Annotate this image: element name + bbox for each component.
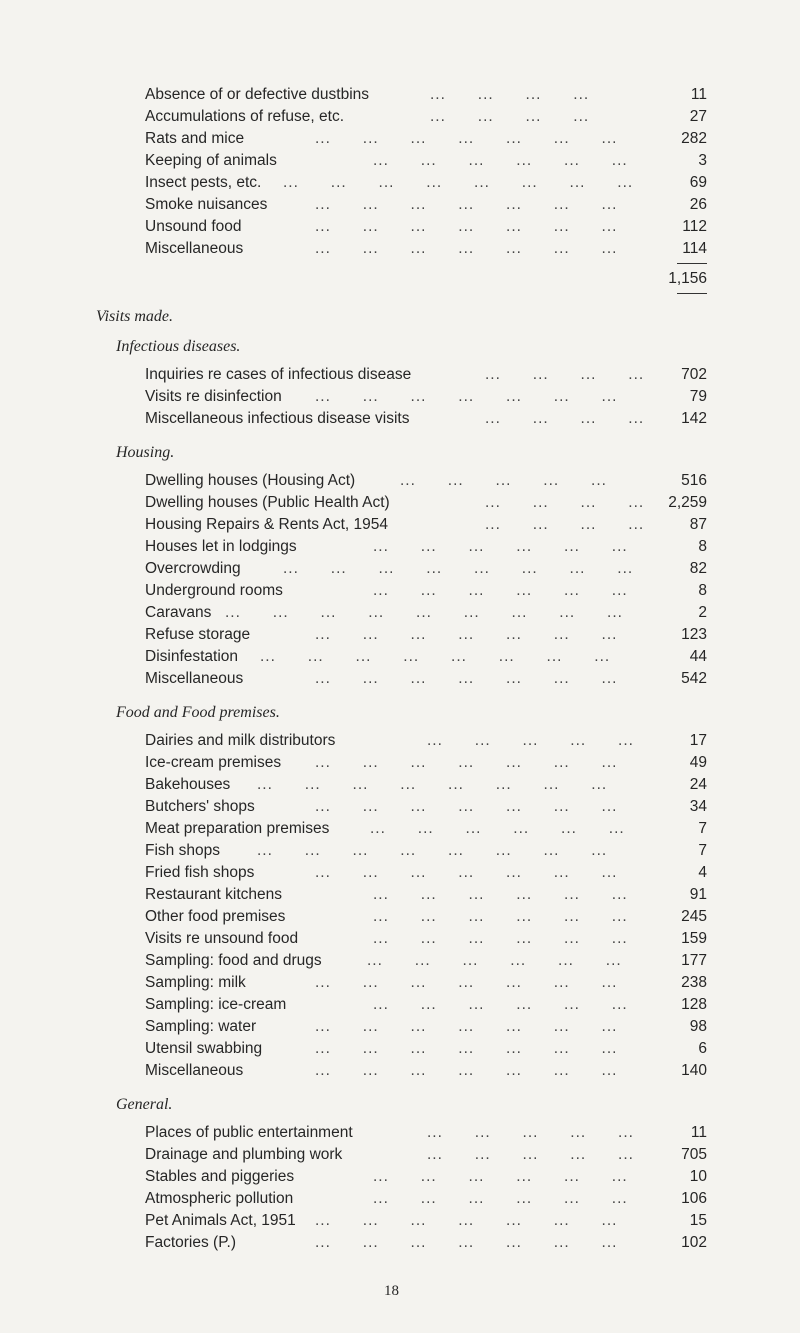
row-value: 10	[689, 1168, 707, 1185]
dot-leader: ... ... ... ... ... ... ...	[315, 754, 618, 771]
row-value: 82	[689, 560, 707, 577]
row-label: Ice-cream premises	[145, 754, 282, 771]
dot-leader: ... ... ... ... ... ...	[373, 996, 628, 1013]
table-row	[145, 386, 707, 408]
table-row	[145, 238, 707, 260]
row-label: Unsound food	[145, 218, 242, 235]
row-value: 87	[689, 516, 707, 533]
dot-leader: ... ... ... ... ... ... ... ...	[257, 842, 608, 859]
table-row	[145, 818, 707, 840]
table-row	[145, 364, 707, 386]
row-value: 128	[681, 996, 707, 1013]
row-value: 6	[698, 1040, 707, 1057]
row-label: Restaurant kitchens	[145, 886, 282, 903]
table-row	[145, 194, 707, 216]
visits-heading: Visits made.	[96, 308, 174, 325]
table-row	[145, 492, 707, 514]
row-label: Visits re unsound food	[145, 930, 299, 947]
dot-leader: ... ... ... ... ... ...	[370, 820, 625, 837]
table-row	[145, 972, 707, 994]
row-label: Visits re disinfection	[145, 388, 282, 405]
dot-leader: ... ... ... ... ... ... ...	[315, 218, 618, 235]
table-row	[145, 796, 707, 818]
table-row	[145, 514, 707, 536]
dot-leader: ... ... ... ... ... ...	[367, 952, 622, 969]
row-label: Disinfestation	[145, 648, 239, 665]
table-row	[145, 106, 707, 128]
section-heading-infectious: Infectious diseases.	[116, 338, 241, 355]
dot-leader: ... ... ... ... ... ... ...	[315, 1018, 618, 1035]
nuisances-total: 1,156	[668, 270, 707, 287]
row-value: 44	[689, 648, 707, 665]
dot-leader: ... ... ... ...	[485, 494, 645, 511]
table-row	[145, 216, 707, 238]
table-row	[145, 994, 707, 1016]
total-rule-top	[677, 263, 707, 264]
page-number: 18	[384, 1283, 399, 1299]
dot-leader: ... ... ... ...	[485, 516, 645, 533]
row-value: 106	[681, 1190, 707, 1207]
table-row	[145, 906, 707, 928]
total-rule-bottom	[677, 293, 707, 294]
row-label: Fried fish shops	[145, 864, 255, 881]
dot-leader: ... ... ... ... ... ... ...	[315, 1062, 618, 1079]
row-value: 159	[681, 930, 707, 947]
row-value: 177	[681, 952, 707, 969]
row-value: 98	[689, 1018, 707, 1035]
table-row	[145, 1122, 707, 1144]
table-row	[145, 558, 707, 580]
row-label: Refuse storage	[145, 626, 251, 643]
row-value: 238	[681, 974, 707, 991]
table-row	[145, 752, 707, 774]
row-value: 8	[698, 582, 707, 599]
row-label: Caravans	[145, 604, 212, 621]
table-row	[145, 580, 707, 602]
row-label: Dwelling houses (Housing Act)	[145, 472, 356, 489]
row-label: Sampling: milk	[145, 974, 246, 991]
table-row	[145, 536, 707, 558]
row-label: Drainage and plumbing work	[145, 1146, 343, 1163]
row-value: 7	[698, 820, 707, 837]
row-label: Rats and mice	[145, 130, 245, 147]
dot-leader: ... ... ... ... ... ... ...	[315, 240, 618, 257]
dot-leader: ... ... ... ... ... ...	[373, 538, 628, 555]
row-label: Dairies and milk distributors	[145, 732, 336, 749]
section-heading-general: General.	[116, 1096, 173, 1113]
section-heading-housing: Housing.	[116, 444, 175, 461]
row-value: 102	[681, 1234, 707, 1251]
table-row	[145, 1210, 707, 1232]
row-value: 79	[689, 388, 707, 405]
table-row	[145, 1144, 707, 1166]
dot-leader: ... ... ... ... ... ... ... ...	[257, 776, 608, 793]
row-label: Butchers' shops	[145, 798, 255, 815]
row-label: Meat preparation premises	[145, 820, 330, 837]
dot-leader: ... ... ... ... ... ... ...	[315, 388, 618, 405]
table-row	[145, 1038, 707, 1060]
row-value: 705	[681, 1146, 707, 1163]
row-label: Bakehouses	[145, 776, 231, 793]
row-label: Housing Repairs & Rents Act, 1954	[145, 516, 388, 533]
table-row	[145, 150, 707, 172]
table-row	[145, 1232, 707, 1254]
dot-leader: ... ... ... ... ... ... ... ... ...	[225, 604, 623, 621]
row-label: Accumulations of refuse, etc.	[145, 108, 345, 125]
dot-leader: ... ... ... ... ...	[427, 1146, 634, 1163]
row-value: 91	[689, 886, 707, 903]
row-value: 2	[698, 604, 707, 621]
row-label: Keeping of animals	[145, 152, 277, 169]
dot-leader: ... ... ... ... ... ... ... ...	[283, 560, 634, 577]
dot-leader: ... ... ... ... ... ...	[373, 1168, 628, 1185]
row-value: 542	[681, 670, 707, 687]
row-label: Miscellaneous infectious disease visits	[145, 410, 410, 427]
row-label: Inquiries re cases of infectious disease	[145, 366, 412, 383]
dot-leader: ... ... ... ...	[430, 86, 590, 103]
row-value: 27	[689, 108, 707, 125]
row-value: 112	[682, 218, 707, 235]
dot-leader: ... ... ... ... ... ... ...	[315, 864, 618, 881]
row-label: Dwelling houses (Public Health Act)	[145, 494, 390, 511]
row-value: 8	[698, 538, 707, 555]
table-row	[145, 668, 707, 690]
row-value: 69	[689, 174, 707, 191]
dot-leader: ... ... ... ... ... ... ...	[315, 974, 618, 991]
row-value: 11	[690, 86, 707, 103]
row-label: Other food premises	[145, 908, 286, 925]
dot-leader: ... ... ... ... ... ... ...	[315, 798, 618, 815]
dot-leader: ... ... ... ... ... ... ...	[315, 1040, 618, 1057]
dot-leader: ... ... ... ... ...	[427, 732, 634, 749]
dot-leader: ... ... ... ... ... ... ...	[315, 1212, 618, 1229]
row-value: 4	[698, 864, 707, 881]
dot-leader: ... ... ... ... ...	[427, 1124, 634, 1141]
row-label: Houses let in lodgings	[145, 538, 297, 555]
row-label: Places of public entertainment	[145, 1124, 353, 1141]
row-value: 114	[682, 240, 707, 257]
table-row	[145, 128, 707, 150]
table-row	[145, 950, 707, 972]
row-value: 3	[698, 152, 707, 169]
row-value: 702	[681, 366, 707, 383]
row-value: 49	[689, 754, 707, 771]
dot-leader: ... ... ... ... ... ... ...	[315, 626, 618, 643]
row-label: Atmospheric pollution	[145, 1190, 294, 1207]
dot-leader: ... ... ... ... ... ... ...	[315, 670, 618, 687]
row-value: 140	[681, 1062, 707, 1079]
table-row	[145, 602, 707, 624]
row-label: Stables and piggeries	[145, 1168, 295, 1185]
dot-leader: ... ... ... ... ... ...	[373, 930, 628, 947]
row-value: 516	[681, 472, 707, 489]
row-label: Miscellaneous	[145, 1062, 244, 1079]
row-label: Sampling: water	[145, 1018, 257, 1035]
row-label: Utensil swabbing	[145, 1040, 263, 1057]
row-value: 17	[689, 732, 707, 749]
row-label: Pet Animals Act, 1951	[145, 1212, 296, 1229]
dot-leader: ... ... ... ... ... ...	[373, 886, 628, 903]
dot-leader: ... ... ... ... ... ...	[373, 908, 628, 925]
dot-leader: ... ... ... ... ... ... ...	[315, 196, 618, 213]
row-value: 7	[698, 842, 707, 859]
row-value: 15	[689, 1212, 707, 1229]
dot-leader: ... ... ... ... ... ... ... ...	[260, 648, 611, 665]
row-value: 2,259	[668, 494, 707, 511]
row-label: Insect pests, etc.	[145, 174, 262, 191]
dot-leader: ... ... ... ... ... ... ...	[315, 130, 618, 147]
dot-leader: ... ... ... ... ... ...	[373, 1190, 628, 1207]
table-row	[145, 172, 707, 194]
row-value: 123	[681, 626, 707, 643]
table-row	[145, 1016, 707, 1038]
section-heading-food: Food and Food premises.	[116, 704, 280, 721]
table-row	[145, 774, 707, 796]
table-row	[145, 730, 707, 752]
row-value: 245	[681, 908, 707, 925]
table-row	[145, 624, 707, 646]
table-row	[145, 840, 707, 862]
row-label: Miscellaneous	[145, 240, 244, 257]
table-row	[145, 84, 707, 106]
table-row	[145, 1166, 707, 1188]
row-value: 24	[689, 776, 707, 793]
dot-leader: ... ... ... ... ...	[400, 472, 607, 489]
dot-leader: ... ... ... ...	[485, 366, 645, 383]
table-row	[145, 646, 707, 668]
row-label: Sampling: food and drugs	[145, 952, 322, 969]
row-value: 26	[689, 196, 707, 213]
dot-leader: ... ... ... ... ... ...	[373, 152, 628, 169]
row-value: 34	[689, 798, 707, 815]
row-label: Smoke nuisances	[145, 196, 268, 213]
dot-leader: ... ... ... ...	[430, 108, 590, 125]
row-label: Absence of or defective dustbins	[145, 86, 370, 103]
row-label: Miscellaneous	[145, 670, 244, 687]
row-label: Overcrowding	[145, 560, 241, 577]
row-value: 142	[681, 410, 707, 427]
table-row	[145, 928, 707, 950]
table-row	[145, 884, 707, 906]
dot-leader: ... ... ... ...	[485, 410, 645, 427]
table-row	[145, 1188, 707, 1210]
dot-leader: ... ... ... ... ... ... ...	[315, 1234, 618, 1251]
dot-leader: ... ... ... ... ... ... ... ...	[283, 174, 634, 191]
row-label: Fish shops	[145, 842, 220, 859]
table-row	[145, 470, 707, 492]
row-label: Factories (P.)	[145, 1234, 237, 1251]
row-value: 282	[681, 130, 707, 147]
row-label: Sampling: ice-cream	[145, 996, 287, 1013]
table-row	[145, 862, 707, 884]
row-value: 11	[690, 1124, 707, 1141]
dot-leader: ... ... ... ... ... ...	[373, 582, 628, 599]
row-label: Underground rooms	[145, 582, 283, 599]
table-row	[145, 408, 707, 430]
table-row	[145, 1060, 707, 1082]
